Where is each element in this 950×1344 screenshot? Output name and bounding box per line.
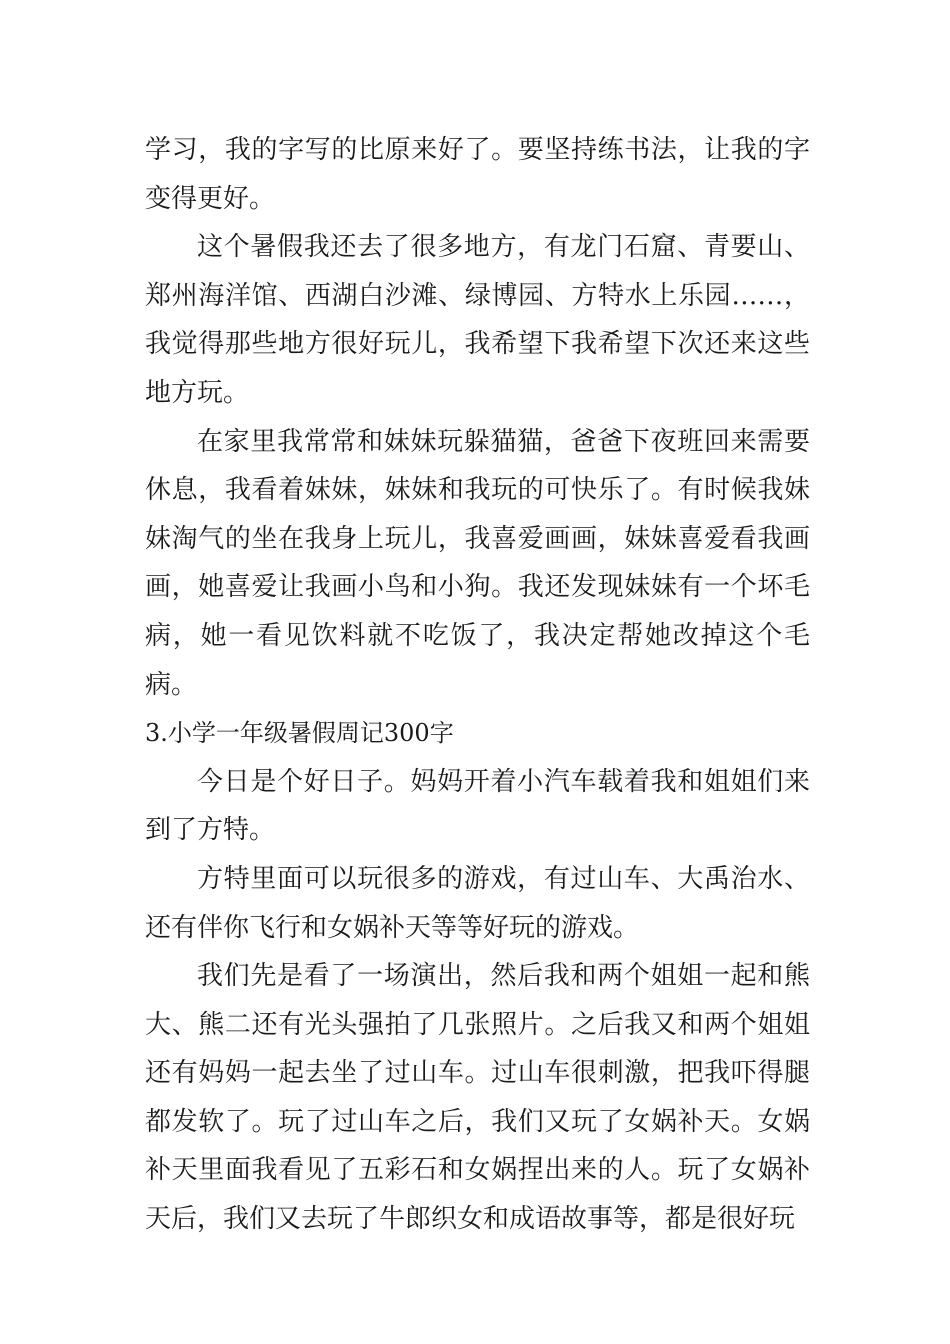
section-heading: 3.小学一年级暑假周记300字 bbox=[145, 719, 454, 748]
document-body bbox=[145, 126, 810, 1244]
paragraph-fangte-games: 方特里面可以玩很多的游戏，有过山车、大禹治水、还有伴你飞行和女娲补天等等好玩的游戏。 bbox=[145, 863, 810, 943]
paragraph-trips: 这个暑假我还去了很多地方，有龙门石窟、青要山、郑州海洋馆、西湖白沙滩、绿博园、方特水上乐园……，我觉得那些地方很好玩儿，我希望下我希望下次还来这些地方玩。 bbox=[145, 232, 810, 408]
paragraph-continuation: 学习，我的字写的比原来好了。要坚持练书法，让我的字变得更好。 bbox=[145, 135, 810, 214]
paragraph-activities: 我们先是看了一场演出，然后我和两个姐姐一起和熊大、熊二还有光头强拍了几张照片。之后我又和两个姐姐还有妈妈一起去坐了过山车。过山车很刺激，把我吓得腿都发软了。玩了过山车之后，我们又玩了女娲补天。女娲补天里面我看见了五彩石和女娲捏出来的人。玩了女娲补天后，我们又去玩了牛郎织女和成语故事等，都是很好玩 bbox=[145, 961, 810, 1235]
paragraph-good-day: 今日是个好日子。妈妈开着小汽车载着我和姐姐们来到了方特。 bbox=[145, 766, 810, 846]
paragraph-sister: 在家里我常常和妹妹玩躲猫猫，爸爸下夜班回来需要休息，我看着妹妹，妹妹和我玩的可快乐了。有时候我妹妹淘气的坐在我身上玩儿，我喜爱画画，妹妹喜爱看我画画，她喜爱让我画小鸟和小狗。我还发现妹妹有一个坏毛病，她一看见饮料就不吃饭了，我决定帮她改掉这个毛病。 bbox=[145, 426, 810, 700]
